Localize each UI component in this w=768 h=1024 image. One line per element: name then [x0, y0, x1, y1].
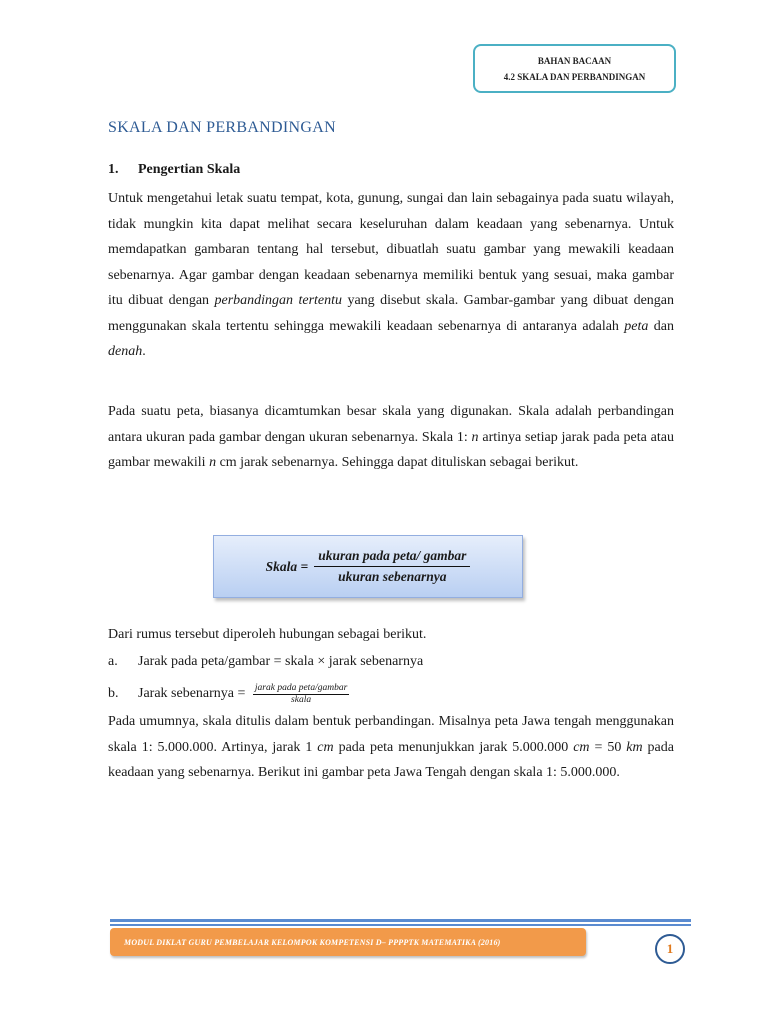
relation-b [108, 683, 349, 705]
paragraph-2 [108, 399, 674, 476]
formula-denominator: ukuran sebenarnya [338, 569, 447, 584]
para2-text-b: artinya setiap jarak pada peta atau gambar mewakili [108, 429, 674, 470]
para3-text-b: pada peta menunjukkan jarak 5.000.000 [333, 739, 574, 755]
paragraph-3 [108, 709, 674, 786]
relation-b-fraction [253, 683, 349, 705]
para2-italic-b: n [209, 455, 217, 470]
relations-intro: Dari rumus tersebut diperoleh hubungan sebagai berikut. [108, 627, 427, 642]
paragraph-1 [108, 186, 674, 365]
relation-b-denominator: skala [291, 695, 312, 705]
para3-text-c: = 50 [589, 739, 627, 755]
para2-italic-a: n [471, 429, 479, 445]
footer-divider-bottom [110, 924, 691, 926]
page-number: 1 [655, 934, 685, 964]
relation-a-marker: a. [108, 654, 118, 669]
relation-a-text: Jarak pada peta/gambar = skala × jarak sebenarnya [138, 654, 424, 669]
section-heading [108, 162, 240, 178]
formula-fraction [314, 548, 470, 585]
relation-b-marker: b. [108, 686, 119, 702]
para1-text-a: Untuk mengetahui letak suatu tempat, kota, gunung, sungai dan lain sebagainya pada suatu wilayah, tidak mungkin kita dapat melihat secara keseluruhan dalam keadaan yang sebenarnya. Untuk memdapatkan gambaran tentang hal tersebut, dibuatlah suatu gambar yang mewakili keadaan sebenarnya. Agar gambar dengan keadaan sebenarnya memiliki bentuk yang sesuai, maka gambar itu dibuat dengan [108, 191, 674, 308]
para3-text-a: Pada umumnya, skala ditulis dalam bentuk perbandingan. Misalnya peta Jawa tengah menggunakan skala 1: 5.000.000. Artinya, jarak 1 [108, 714, 674, 755]
para1-text-b: yang disebut skala. Gambar-gambar yang dibuat dengan menggunakan skala tertentu sehingga mewakili keadaan sebenarnya di antaranya adalah [108, 293, 674, 334]
para1-text-d: . [142, 344, 146, 359]
formula-numerator: ukuran pada peta/ gambar [314, 548, 470, 567]
para1-italic-a: perbandingan tertentu [214, 293, 343, 308]
footer-module-label: MODUL DIKLAT GURU PEMBELAJAR KELOMPOK KOMPETENSI D– PPPPTK MATEMATIKA (2016) [110, 928, 586, 956]
header-line-1: BAHAN BACAAN [537, 55, 612, 66]
para1-italic-b: peta [624, 318, 649, 334]
section-heading-text: Pengertian Skala [138, 162, 241, 177]
relation-a [108, 654, 423, 670]
formula-lhs: Skala = [265, 558, 309, 574]
relation-b-text: Jarak sebenarnya = [138, 686, 246, 702]
scale-formula-box [213, 535, 523, 598]
para1-italic-c: denah [108, 344, 143, 359]
page-title: SKALA DAN PERBANDINGAN [108, 119, 336, 136]
para2-text-a: Pada suatu peta, biasanya dicamtumkan besar skala yang digunakan. Skala adalah perbandingan antara ukuran pada gambar dengan ukuran sebenarnya. Skala 1: [108, 404, 674, 445]
header-line-2: 4.2 SKALA DAN PERBANDINGAN [503, 71, 646, 82]
para3-italic-b: cm [573, 739, 590, 755]
para1-text-c: dan [648, 318, 674, 334]
module-header-box [473, 44, 676, 93]
para3-italic-a: cm [317, 739, 334, 755]
relation-b-numerator: jarak pada peta/gambar [254, 683, 348, 693]
footer-divider-top [110, 919, 691, 922]
para2-text-c: cm jarak sebenarnya. Sehingga dapat dituliskan sebagai berikut. [216, 455, 579, 470]
para3-italic-c: km [626, 739, 643, 755]
para3-text-d: pada keadaan yang sebenarnya. Berikut ini gambar peta Jawa Tengah dengan skala 1: 5.000.000. [108, 739, 674, 780]
section-number: 1. [108, 162, 119, 177]
